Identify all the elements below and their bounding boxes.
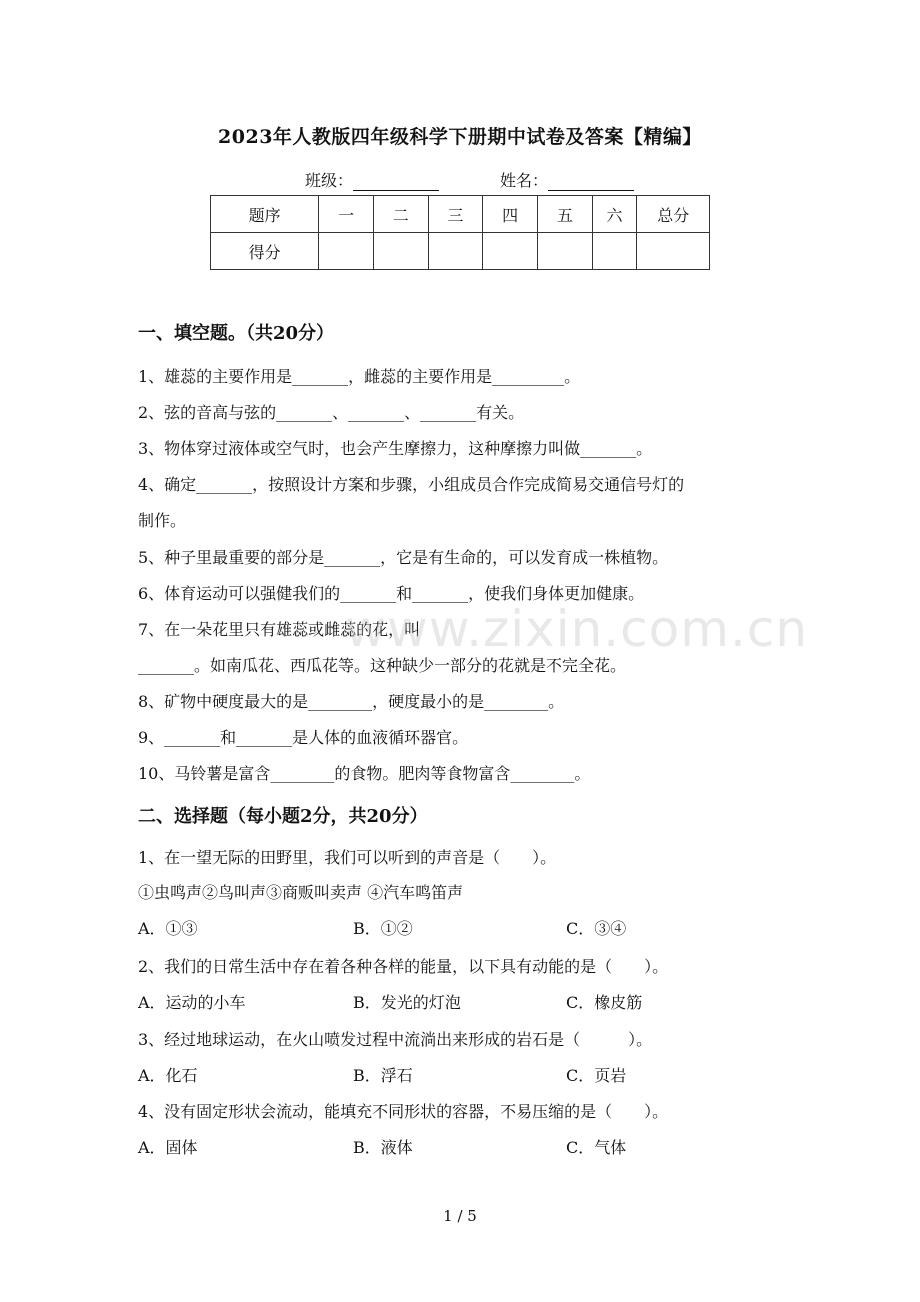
question-line: 7、在一朵花里只有雄蕊或雌蕊的花，叫	[138, 620, 421, 639]
score-cell[interactable]	[373, 233, 428, 270]
option-c[interactable]: C．气体	[566, 1138, 627, 1157]
page-title: 2023年人教版四年级科学下册期中试卷及答案【精编】	[218, 126, 702, 148]
watermark: www.zixin.com.cn	[345, 600, 809, 658]
option-b[interactable]: B．浮石	[353, 1066, 413, 1085]
score-table-score-row	[211, 233, 710, 270]
score-cell[interactable]	[319, 233, 374, 270]
question-line: 5、种子里最重要的部分是_______，它是有生命的，可以发育成一株植物。	[138, 548, 669, 567]
question-line: 2、弦的音高与弦的_______、_______、_______有关。	[138, 403, 525, 422]
question-line: 3、物体穿过液体或空气时，也会产生摩擦力，这种摩擦力叫做_______。	[138, 439, 653, 458]
option-c[interactable]: C．③④	[566, 919, 627, 938]
option-a[interactable]: A．运动的小车	[138, 993, 246, 1012]
question-line: 1、在一望无际的田野里，我们可以听到的声音是（ ）。	[138, 848, 557, 867]
question-line: _______。如南瓜花、西瓜花等。这种缺少一部分的花就是不完全花。	[138, 656, 627, 675]
score-header-cell: 二	[373, 196, 428, 233]
score-cell[interactable]	[428, 233, 483, 270]
option-a[interactable]: A．固体	[138, 1138, 198, 1157]
score-cell[interactable]	[592, 233, 637, 270]
name-label: 姓名：	[500, 171, 549, 190]
score-header-cell: 三	[428, 196, 483, 233]
question-line: 6、体育运动可以强健我们的_______和_______，使我们身体更加健康。	[138, 584, 645, 603]
class-label: 班级：	[305, 171, 354, 190]
option-a[interactable]: A．化石	[138, 1066, 198, 1085]
score-header-cell: 总分	[637, 196, 710, 233]
option-b[interactable]: B．发光的灯泡	[353, 993, 461, 1012]
score-header-cell: 一	[319, 196, 374, 233]
option-b[interactable]: B．液体	[353, 1138, 413, 1157]
score-header-cell: 六	[592, 196, 637, 233]
option-a[interactable]: A．①③	[138, 919, 198, 938]
question-line: 4、没有固定形状会流动，能填充不同形状的容器，不易压缩的是（ ）。	[138, 1102, 669, 1121]
score-cell[interactable]	[483, 233, 538, 270]
question-line: 2、我们的日常生活中存在着各种各样的能量，以下具有动能的是（ ）。	[138, 957, 669, 976]
score-row-label: 得分	[211, 233, 319, 270]
score-cell[interactable]	[537, 233, 592, 270]
name-field	[500, 168, 634, 191]
question-line: 1、雄蕊的主要作用是_______，雌蕊的主要作用是_________。	[138, 367, 581, 386]
question-line: 9、_______和_______是人体的血液循环器官。	[138, 728, 469, 747]
class-blank[interactable]	[353, 172, 439, 191]
question-line: 3、经过地球运动，在火山喷发过程中流淌出来形成的岩石是（ ）。	[138, 1030, 653, 1049]
question-line: 制作。	[138, 511, 187, 530]
question-line: 8、矿物中硬度最大的是________，硬度最小的是________。	[138, 692, 565, 711]
option-b[interactable]: B．①②	[353, 919, 413, 938]
question-items: ①虫鸣声②鸟叫声③商贩叫卖声 ④汽车鸣笛声	[138, 883, 464, 902]
score-header-cell: 题序	[211, 196, 319, 233]
score-table	[210, 195, 710, 270]
section-heading-multiple-choice: 二、选择题（每小题2分，共20分）	[138, 806, 428, 827]
score-table-header-row	[211, 196, 710, 233]
score-header-cell: 四	[483, 196, 538, 233]
score-header-cell: 五	[537, 196, 592, 233]
page-number: 1 / 5	[443, 1207, 477, 1225]
score-cell[interactable]	[637, 233, 710, 270]
option-c[interactable]: C．页岩	[566, 1066, 627, 1085]
question-line: 4、确定_______，按照设计方案和步骤，小组成员合作完成简易交通信号灯的	[138, 475, 685, 494]
class-field	[305, 168, 439, 191]
section-heading-fill-blank: 一、填空题。（共20分）	[138, 323, 335, 344]
name-blank[interactable]	[548, 172, 634, 191]
question-line: 10、马铃薯是富含________的食物。肥肉等食物富含________。	[138, 764, 591, 783]
option-c[interactable]: C．橡皮筋	[566, 993, 643, 1012]
